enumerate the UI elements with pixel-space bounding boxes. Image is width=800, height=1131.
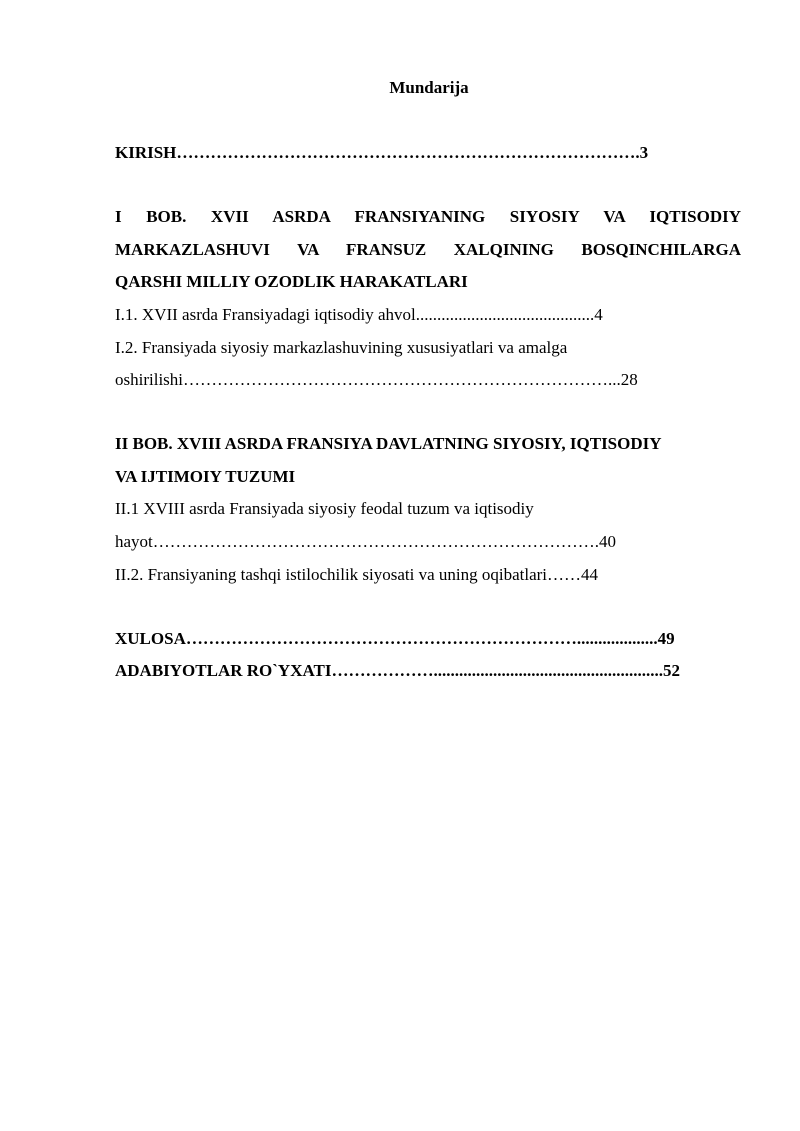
chapter1-item2-line2: oshirilishi…………………………………………………………………...28 [115,370,638,389]
chapter1-heading-line2: MARKAZLASHUVI VA FRANSUZ XALQINING BOSQINCHILARGA [115,240,741,259]
toc-bibliography: ADABIYOTLAR RO`YXATI………………......................................................52 [115,661,680,680]
chapter2-item2: II.2. Fransiyaning tashqi istilochilik siyosati va uning oqibatlari……44 [115,565,599,584]
chapter1-heading-line1: I BOB. XVII ASRDA FRANSIYANING SIYOSIY VA IQTISODIY [115,207,741,226]
chapter2-item1-line2: hayot…………………………………………………………………….40 [115,532,617,551]
chapter2-heading-line2: VA IJTIMOIY TUZUMI [115,467,296,486]
page-title: Mundarija [389,78,469,97]
chapter2-heading-line1: II BOB. XVIII ASRDA FRANSIYA DAVLATNING SIYOSIY, IQTISODIY [115,434,662,453]
chapter1-item1: I.1. XVII asrda Fransiyadagi iqtisodiy ahvol..........................................4 [115,305,603,324]
chapter1-item2-line1: I.2. Fransiyada siyosiy markazlashuvining xususiyatlari va amalga [115,338,568,357]
toc-conclusion: XULOSA……………………………………………………………...................49 [115,629,675,648]
chapter1-heading-line3: QARSHI MILLIY OZODLIK HARAKATLARI [115,272,468,291]
chapter2-item1-line1: II.1 XVIII asrda Fransiyada siyosiy feodal tuzum va iqtisodiy [115,499,534,518]
toc-intro: KIRISH……………………………………………………………………….3 [115,143,649,162]
